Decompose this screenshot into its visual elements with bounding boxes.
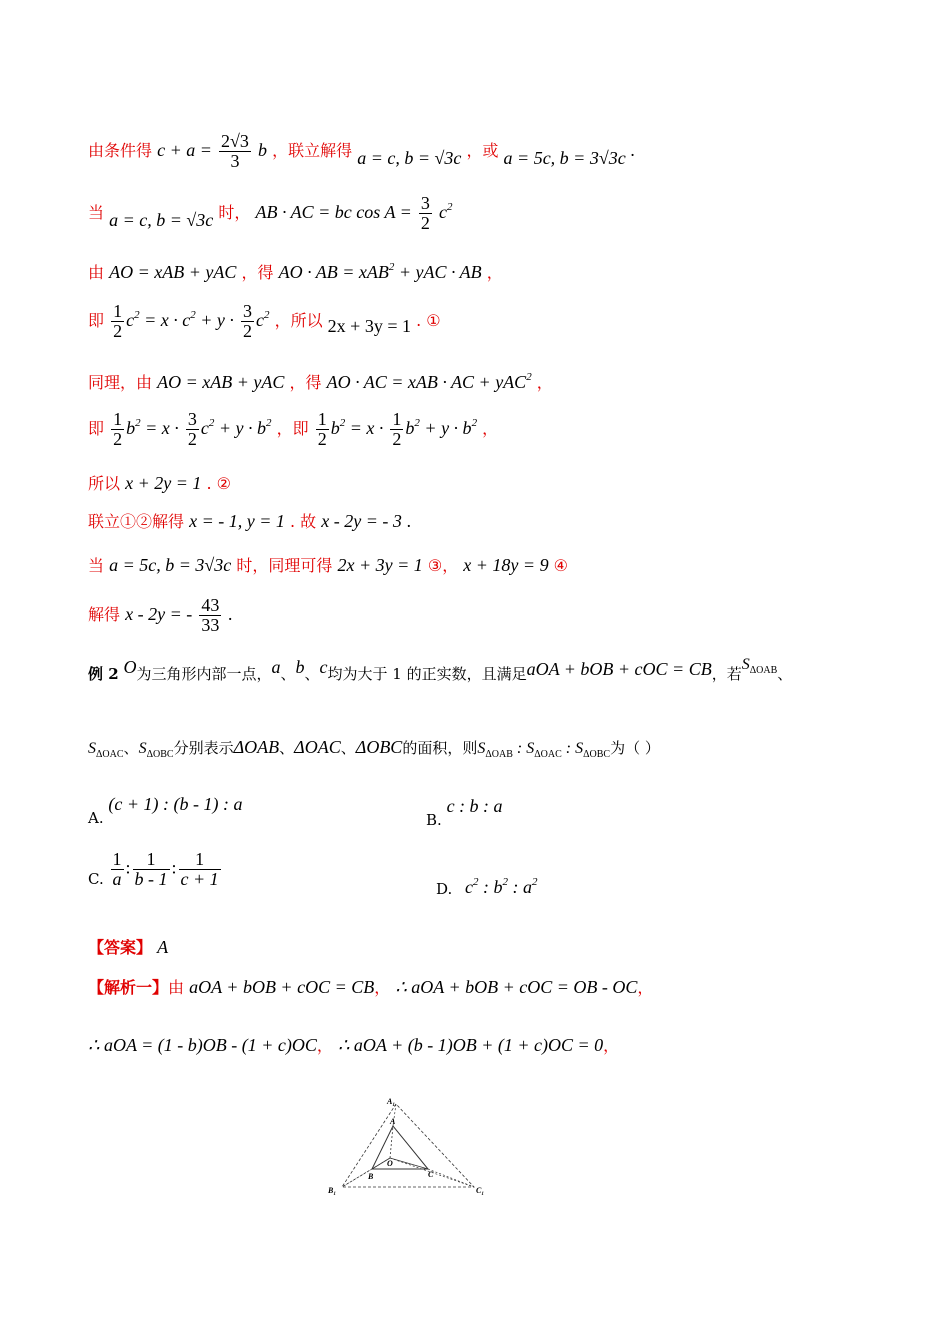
math: x + 2y = 1 xyxy=(125,473,202,493)
math: a = 5c, b = 3√3c xyxy=(109,555,232,575)
option-a xyxy=(88,794,243,827)
option-label: A. xyxy=(88,809,104,827)
solution-line-10 xyxy=(88,596,233,635)
solution-line-2 xyxy=(88,194,452,233)
math: AB · AC = bc cos A = xyxy=(255,201,412,222)
solution-line-3 xyxy=(88,262,503,281)
label-c: C xyxy=(428,1170,434,1179)
math: b xyxy=(405,417,415,438)
analysis-line-1 xyxy=(88,978,653,996)
fraction: $\frac{3}{2}$ xyxy=(242,301,252,341)
math: ∴ aOA + bOB + cOC = OB - OC xyxy=(395,977,638,997)
punct: . xyxy=(406,511,412,531)
math: ΔOBC xyxy=(355,737,403,757)
math: $S_{\Delta OAB}$ xyxy=(741,656,778,676)
math: c xyxy=(200,417,209,438)
text: ，所以 xyxy=(274,310,323,330)
option-label: C. xyxy=(88,870,104,889)
math: + y · b xyxy=(214,417,266,438)
math: b xyxy=(126,417,136,438)
inner-triangle xyxy=(372,1126,428,1169)
text: ， xyxy=(316,1036,333,1055)
math: a = c, b = √3c xyxy=(357,147,462,168)
option-b xyxy=(426,796,503,829)
exponent: 2 xyxy=(208,416,215,429)
math: 2x + 3y = 1 xyxy=(327,315,411,336)
punct: . xyxy=(630,139,636,160)
solution-line-7 xyxy=(88,474,231,492)
exponent: 2 xyxy=(388,261,395,273)
math: AO · AC = xAB · AC + yAC xyxy=(326,372,527,392)
text: ③， xyxy=(427,556,459,575)
option-c xyxy=(88,850,223,889)
option-label: B. xyxy=(426,811,442,829)
fraction: $\frac{1}{b - 1}$ xyxy=(134,849,168,889)
option-expression: (c + 1) : (b - 1) : a xyxy=(108,794,243,814)
math: x - 2y = - 3 xyxy=(321,511,402,531)
fraction: $\frac{3}{2}$ xyxy=(187,409,197,449)
text: 、 xyxy=(304,665,320,683)
text: 即 xyxy=(88,418,105,438)
option-expression: c : b : a xyxy=(446,796,503,816)
exponent: 2 xyxy=(190,308,196,321)
math: x = - 1, y = 1 xyxy=(189,511,285,531)
math: AO = xAB + yAC xyxy=(157,372,285,392)
option-label: D. xyxy=(436,880,453,898)
math: = x · xyxy=(140,417,179,438)
text: 由条件得 xyxy=(88,140,153,160)
math: + yAC · AB xyxy=(394,262,482,282)
label-c1: $C_1$ xyxy=(476,1186,484,1197)
text: 均为大于 1 的正实数，且满足 xyxy=(327,665,527,683)
text: 即 xyxy=(88,310,105,330)
math: b xyxy=(257,139,267,160)
text: ，得 xyxy=(241,263,274,282)
text: 、 xyxy=(123,739,139,757)
exponent: 2 xyxy=(135,416,141,429)
math: ΔOAB xyxy=(233,737,280,757)
text: 、 xyxy=(340,739,356,757)
solution-line-1 xyxy=(88,132,635,171)
exponent: 2 xyxy=(446,200,453,213)
math: ∴ aOA = (1 - b)OB - (1 + c)OC xyxy=(88,1035,317,1055)
text: ， xyxy=(482,418,499,438)
text: ， xyxy=(603,1036,620,1055)
math: c xyxy=(126,309,135,330)
math: + y · b xyxy=(419,417,472,438)
math: aOA + bOB + cOC = CB xyxy=(526,659,712,679)
text: ，即 xyxy=(276,418,309,438)
text: 当 xyxy=(88,202,105,222)
text: 所以 xyxy=(88,474,121,493)
text: . 故 xyxy=(289,512,317,531)
option-d xyxy=(436,876,538,898)
math: c xyxy=(255,309,264,330)
example-2-line-2 xyxy=(88,738,660,760)
label-b1: $B_1$ xyxy=(328,1186,336,1197)
text: . ① xyxy=(416,310,441,330)
text: ，或 xyxy=(466,140,499,160)
outer-triangle xyxy=(342,1104,474,1187)
math: c xyxy=(438,201,447,222)
answer-label: 【答案】 xyxy=(88,938,153,957)
exponent: 2 xyxy=(134,308,140,321)
fraction: $\frac{1}{c + 1}$ xyxy=(180,849,219,889)
punct: . xyxy=(228,603,233,624)
text: . ② xyxy=(206,474,231,493)
line-o-b1 xyxy=(342,1158,390,1187)
text: ， xyxy=(486,263,503,282)
text: 由 xyxy=(88,263,105,282)
example-label: 例 2 xyxy=(88,665,119,683)
triangle-figure xyxy=(320,1092,500,1202)
math: 2x + 3y = 1 xyxy=(337,555,423,575)
text: 由 xyxy=(168,978,185,997)
text: 、 xyxy=(777,665,793,683)
text: ④ xyxy=(553,556,569,575)
fraction: $\frac{2√3}{3}$ xyxy=(221,131,249,171)
math: = x · xyxy=(345,417,384,438)
label-o: O xyxy=(387,1159,393,1168)
text: 分别表示 xyxy=(173,739,234,757)
exponent: 2 xyxy=(414,416,420,429)
text: 联立①②解得 xyxy=(88,512,185,531)
math: AO = xAB + yAC xyxy=(109,262,237,282)
math: $S_{\Delta OBC}$ xyxy=(138,740,174,760)
label-a1: $A_1$ xyxy=(387,1097,395,1108)
option-expression: $c^2$ : $b^2$ : $a^2$ xyxy=(465,876,538,897)
math: + y · xyxy=(195,309,234,330)
answer-line xyxy=(88,938,168,956)
fraction: $\frac{1}{a}$ xyxy=(112,849,122,889)
text: 时， xyxy=(218,202,251,222)
math: ΔOAC xyxy=(294,737,341,757)
math: c + a = xyxy=(157,139,212,160)
example-2-line-1 xyxy=(88,656,793,686)
math: x + 18y = 9 xyxy=(463,555,549,575)
math: $S_{\Delta OAB}$ : $S_{\Delta OAC}$ : $S_{\Delta OBC}$ xyxy=(477,740,611,760)
text: ，若 xyxy=(711,665,742,683)
text: ， xyxy=(374,978,391,997)
text: 为三角形内部一点， xyxy=(136,665,272,683)
colon: : xyxy=(125,857,131,878)
math: b xyxy=(295,657,305,677)
fraction: $\frac{1}{2}$ xyxy=(392,409,402,449)
label-a: A xyxy=(390,1117,396,1126)
math: x - 2y = - xyxy=(125,603,193,624)
text: ， xyxy=(536,373,553,392)
fraction: $\frac{1}{2}$ xyxy=(113,409,123,449)
solution-line-9 xyxy=(88,556,568,574)
math: O xyxy=(123,657,137,677)
text: 、 xyxy=(279,739,295,757)
math: $S_{\Delta OAC}$ xyxy=(88,740,124,760)
fraction: $\frac{1}{2}$ xyxy=(113,301,123,341)
colon: : xyxy=(171,857,177,878)
math: AO · AB = xAB xyxy=(278,262,389,282)
math: a = c, b = √3c xyxy=(109,209,214,230)
text: 的面积，则 xyxy=(402,739,478,757)
exponent: 2 xyxy=(265,416,272,429)
text: ，联立解得 xyxy=(272,140,353,160)
solution-line-8 xyxy=(88,512,411,530)
text: 当 xyxy=(88,556,105,575)
exponent: 2 xyxy=(526,371,532,383)
answer-value: A xyxy=(157,937,169,957)
text: 同理，由 xyxy=(88,373,153,392)
analysis-label: 【解析一】 xyxy=(88,978,169,997)
solution-line-6 xyxy=(88,410,498,449)
math: = x · c xyxy=(139,309,191,330)
math: b xyxy=(330,417,340,438)
math: a = 5c, b = 3√3c xyxy=(503,147,626,168)
math: aOA + bOB + cOC = CB xyxy=(189,977,375,997)
text: 为（ ） xyxy=(610,739,660,757)
analysis-line-2 xyxy=(88,1036,619,1054)
text: 解得 xyxy=(88,604,121,624)
label-b: B xyxy=(368,1172,374,1181)
math: a xyxy=(271,657,281,677)
exponent: 2 xyxy=(339,416,346,429)
solution-line-4 xyxy=(88,302,441,341)
math: c xyxy=(319,657,328,677)
text: ， xyxy=(637,978,654,997)
text: 、 xyxy=(280,665,296,683)
fraction: $\frac{43}{33}$ xyxy=(201,595,220,635)
exponent: 2 xyxy=(263,308,270,321)
exponent: 2 xyxy=(471,416,478,429)
solution-line-5 xyxy=(88,372,553,391)
fraction: $\frac{3}{2}$ xyxy=(420,193,430,233)
text: 时，同理可得 xyxy=(236,556,333,575)
fraction: $\frac{1}{2}$ xyxy=(317,409,327,449)
line-c-c1 xyxy=(428,1169,474,1187)
text: ，得 xyxy=(289,373,322,392)
math: ∴ aOA + (b - 1)OB + (1 + c)OC = 0 xyxy=(337,1035,604,1055)
